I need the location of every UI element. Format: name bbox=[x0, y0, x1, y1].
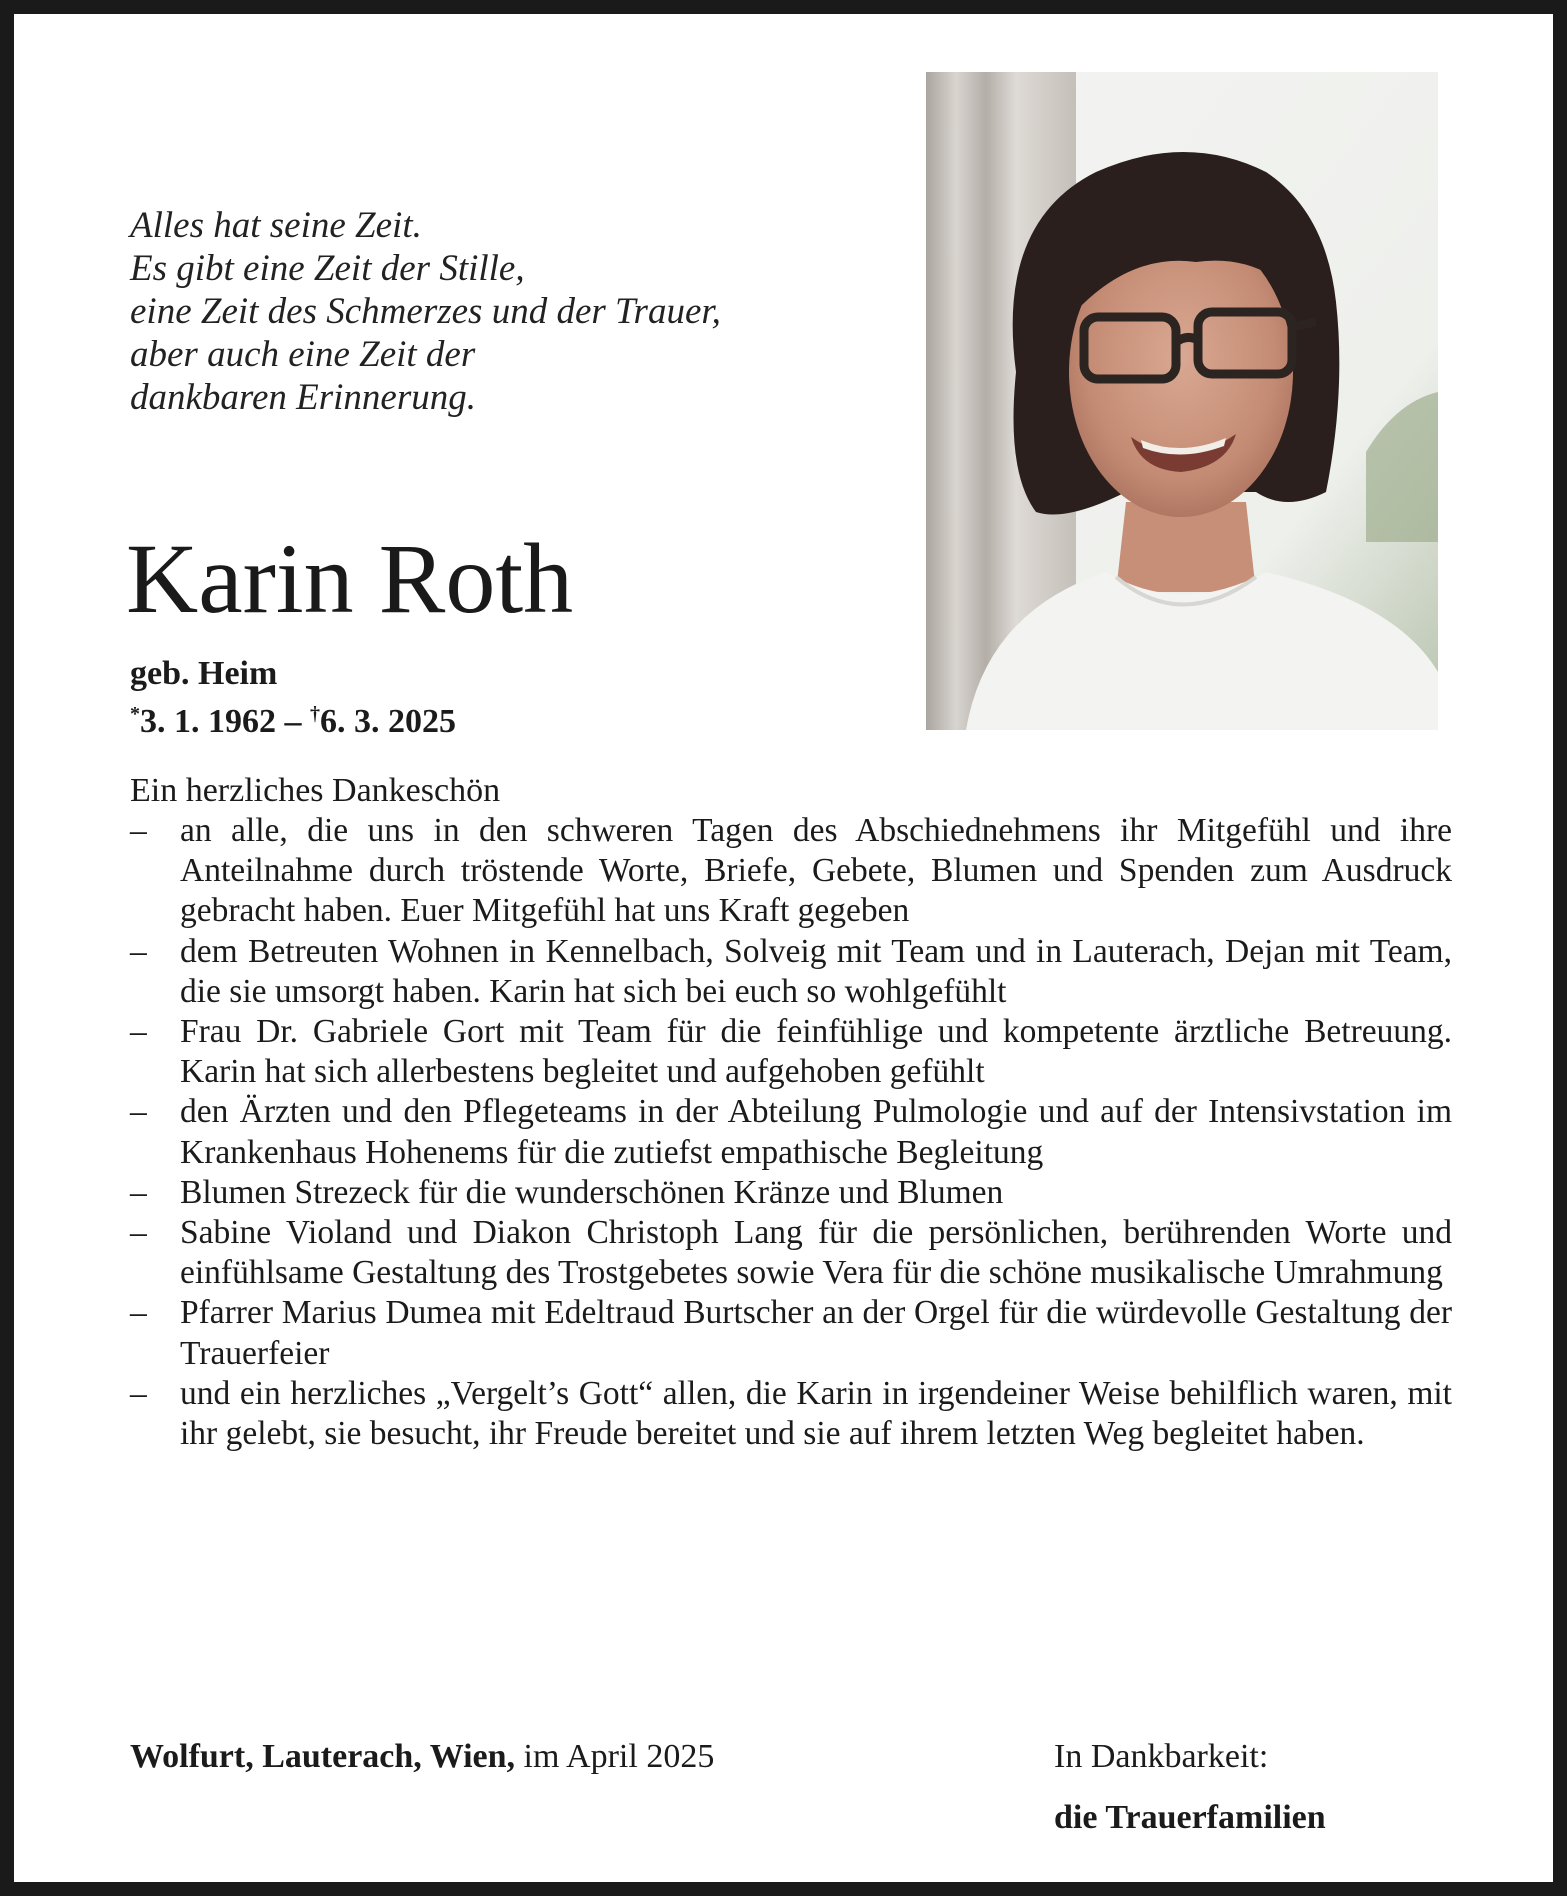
dash-bullet: – bbox=[130, 812, 147, 849]
date-separator: – bbox=[276, 703, 310, 740]
deceased-name: Karin Roth bbox=[126, 523, 574, 634]
dash-bullet: – bbox=[130, 1294, 147, 1332]
list-item-text: den Ärzten und den Pflegeteams in der Abteilung Pulmologie und auf der Intensivstation im Krankenhaus Hohenems für die zutiefst empathische Begleitung bbox=[180, 1093, 1452, 1171]
list-item-text: Sabine Violand und Diakon Christoph Lang für die persönlichen, berührenden Worte und einfühlsame Gestaltung des Trostgebetes sowie Vera für die schöne musikalische Umrahmung bbox=[180, 1214, 1452, 1292]
signature: die Trauerfamilien bbox=[1054, 1799, 1326, 1836]
list-item bbox=[130, 1374, 1452, 1454]
list-item-text: dem Betreuten Wohnen in Kennelbach, Solveig mit Team und in Lauterach, Dejan mit Team, die sie umsorgt haben. Karin hat sich bei euch so wohlgefühlt bbox=[180, 932, 1452, 1010]
maiden-name: geb. Heim bbox=[130, 655, 278, 692]
list-item-text: Pfarrer Marius Dumea mit Edeltraud Burtscher an der Orgel für die würdevolle Gestaltung der Trauerfeier bbox=[180, 1294, 1452, 1372]
list-item bbox=[130, 1293, 1452, 1373]
memorial-quote bbox=[130, 204, 721, 419]
list-item-text: und ein herzliches „Vergelt’s Gott“ allen, die Karin in irgendeiner Weise behilflich waren, mit ihr gelebt, sie besucht, ihr Freude bereitet und sie auf ihrem letzten Weg begleitet haben. bbox=[180, 1374, 1452, 1453]
portrait-photo bbox=[926, 72, 1438, 730]
quote-line: Alles hat seine Zeit. bbox=[130, 205, 422, 246]
gratitude-line: In Dankbarkeit: bbox=[1054, 1738, 1269, 1775]
dash-bullet: – bbox=[130, 1214, 147, 1252]
list-item bbox=[130, 1173, 1452, 1213]
quote-line: eine Zeit des Schmerzes und der Trauer, bbox=[130, 291, 721, 332]
list-item bbox=[130, 811, 1452, 932]
dash-bullet: – bbox=[130, 1374, 147, 1412]
list-item-text: Frau Dr. Gabriele Gort mit Team für die feinfühlige und kompetente ärztliche Betreuung. Karin hat sich allerbestens begleitet und aufgehoben gefühlt bbox=[180, 1013, 1452, 1091]
date-text: im April 2025 bbox=[515, 1738, 715, 1775]
dash-bullet: – bbox=[130, 1093, 147, 1131]
life-dates bbox=[130, 694, 456, 742]
quote-line: aber auch eine Zeit der bbox=[130, 334, 476, 375]
birth-symbol: * bbox=[130, 703, 140, 725]
quote-line: dankbaren Erinnerung. bbox=[130, 377, 476, 418]
portrait-illustration bbox=[926, 72, 1438, 730]
list-item-text: an alle, die uns in den schweren Tagen des Abschiednehmens ihr Mitgefühl und ihre Anteilnahme durch tröstende Worte, Briefe, Gebete, Blumen und Spenden zum Ausdruck gebracht haben. Euer Mitgefühl hat uns Kraft gegeben bbox=[180, 812, 1452, 930]
thanks-list bbox=[130, 811, 1452, 1454]
list-item bbox=[130, 1213, 1452, 1293]
death-symbol: † bbox=[310, 703, 320, 725]
dash-bullet: – bbox=[130, 932, 147, 970]
death-date: 6. 3. 2025 bbox=[320, 703, 456, 740]
list-item bbox=[130, 1012, 1452, 1092]
places: Wolfurt, Lauterach, Wien, bbox=[130, 1738, 516, 1775]
birth-date: 3. 1. 1962 bbox=[140, 703, 276, 740]
dash-bullet: – bbox=[130, 1173, 147, 1211]
list-item bbox=[130, 932, 1452, 1012]
place-and-date bbox=[130, 1737, 714, 1777]
list-item bbox=[130, 1092, 1452, 1172]
thanks-intro: Ein herzliches Dankeschön bbox=[130, 772, 501, 809]
quote-line: Es gibt eine Zeit der Stille, bbox=[130, 248, 525, 289]
list-item-text: Blumen Strezeck für die wunderschönen Kränze und Blumen bbox=[180, 1173, 1004, 1211]
dash-bullet: – bbox=[130, 1013, 147, 1051]
